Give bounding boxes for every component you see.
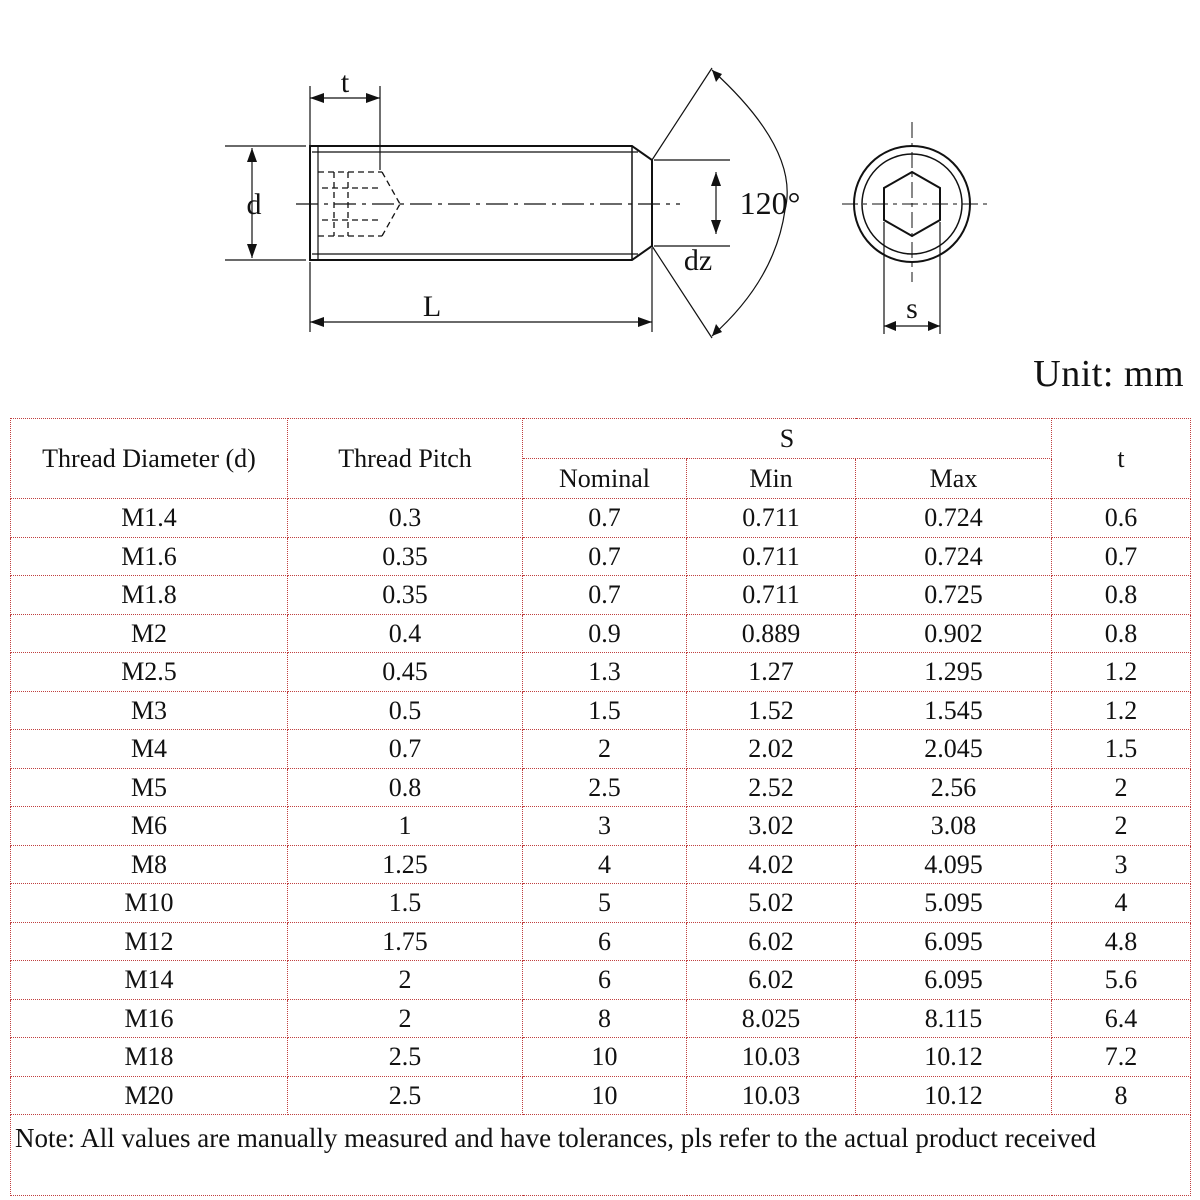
cell-s-min: 8.025 bbox=[687, 999, 856, 1038]
cell-thread-pitch: 2.5 bbox=[288, 1038, 523, 1077]
cell-thread-pitch: 1.25 bbox=[288, 845, 523, 884]
cell-thread-diameter: M3 bbox=[11, 691, 288, 730]
cell-s-nominal: 3 bbox=[523, 807, 687, 846]
cell-s-max: 0.725 bbox=[856, 576, 1052, 615]
cell-t: 4.8 bbox=[1052, 922, 1191, 961]
cell-s-nominal: 1.3 bbox=[523, 653, 687, 692]
cell-s-max: 3.08 bbox=[856, 807, 1052, 846]
cell-thread-diameter: M1.6 bbox=[11, 537, 288, 576]
screw-body-outline bbox=[310, 146, 652, 260]
header-s-group: S bbox=[523, 419, 1052, 459]
cell-s-max: 8.115 bbox=[856, 999, 1052, 1038]
cell-s-nominal: 0.7 bbox=[523, 499, 687, 538]
cell-thread-pitch: 0.45 bbox=[288, 653, 523, 692]
table-row bbox=[11, 691, 1191, 730]
cell-s-nominal: 5 bbox=[523, 884, 687, 923]
table-row bbox=[11, 537, 1191, 576]
cell-t: 0.8 bbox=[1052, 614, 1191, 653]
cell-t: 7.2 bbox=[1052, 1038, 1191, 1077]
table-row bbox=[11, 807, 1191, 846]
cell-thread-diameter: M6 bbox=[11, 807, 288, 846]
cell-s-min: 5.02 bbox=[687, 884, 856, 923]
cell-thread-diameter: M1.4 bbox=[11, 499, 288, 538]
cell-s-nominal: 6 bbox=[523, 922, 687, 961]
cell-s-max: 2.56 bbox=[856, 768, 1052, 807]
cell-t: 1.2 bbox=[1052, 691, 1191, 730]
cell-s-nominal: 0.9 bbox=[523, 614, 687, 653]
table-row bbox=[11, 653, 1191, 692]
header-thread-diameter: Thread Diameter (d) bbox=[11, 419, 288, 499]
cell-s-min: 1.27 bbox=[687, 653, 856, 692]
table-row bbox=[11, 961, 1191, 1000]
cell-thread-pitch: 1.5 bbox=[288, 884, 523, 923]
table-row bbox=[11, 614, 1191, 653]
cell-s-nominal: 2.5 bbox=[523, 768, 687, 807]
cell-thread-pitch: 2 bbox=[288, 999, 523, 1038]
cell-s-min: 0.711 bbox=[687, 537, 856, 576]
table-row bbox=[11, 1038, 1191, 1077]
cell-t: 6.4 bbox=[1052, 999, 1191, 1038]
cell-s-max: 0.724 bbox=[856, 537, 1052, 576]
cell-s-min: 0.711 bbox=[687, 499, 856, 538]
header-max: Max bbox=[856, 459, 1052, 499]
cell-t: 4 bbox=[1052, 884, 1191, 923]
cell-s-nominal: 6 bbox=[523, 961, 687, 1000]
cell-s-nominal: 0.7 bbox=[523, 537, 687, 576]
cell-s-min: 10.03 bbox=[687, 1038, 856, 1077]
cell-thread-pitch: 0.35 bbox=[288, 576, 523, 615]
cell-s-min: 6.02 bbox=[687, 922, 856, 961]
cell-t: 2 bbox=[1052, 768, 1191, 807]
cell-thread-diameter: M5 bbox=[11, 768, 288, 807]
label-dz: dz bbox=[683, 244, 713, 277]
table-row bbox=[11, 999, 1191, 1038]
header-thread-pitch: Thread Pitch bbox=[288, 419, 523, 499]
cell-thread-pitch: 0.7 bbox=[288, 730, 523, 769]
cell-s-nominal: 1.5 bbox=[523, 691, 687, 730]
cell-s-min: 3.02 bbox=[687, 807, 856, 846]
cell-thread-diameter: M18 bbox=[11, 1038, 288, 1077]
header-t: t bbox=[1052, 419, 1191, 499]
cell-s-max: 0.724 bbox=[856, 499, 1052, 538]
cell-t: 3 bbox=[1052, 845, 1191, 884]
label-angle: 120° bbox=[739, 185, 801, 221]
cell-thread-pitch: 1 bbox=[288, 807, 523, 846]
cell-thread-pitch: 0.8 bbox=[288, 768, 523, 807]
cell-t: 0.7 bbox=[1052, 537, 1191, 576]
dimensions-table bbox=[10, 418, 1191, 1196]
cell-s-max: 0.902 bbox=[856, 614, 1052, 653]
cell-s-min: 4.02 bbox=[687, 845, 856, 884]
cell-s-nominal: 2 bbox=[523, 730, 687, 769]
cell-s-max: 1.545 bbox=[856, 691, 1052, 730]
cell-thread-pitch: 2.5 bbox=[288, 1076, 523, 1115]
cell-t: 1.5 bbox=[1052, 730, 1191, 769]
table-row bbox=[11, 576, 1191, 615]
cell-s-min: 2.02 bbox=[687, 730, 856, 769]
cell-s-max: 2.045 bbox=[856, 730, 1052, 769]
label-d: d bbox=[246, 188, 262, 221]
cell-thread-diameter: M16 bbox=[11, 999, 288, 1038]
cell-s-min: 0.711 bbox=[687, 576, 856, 615]
cell-t: 2 bbox=[1052, 807, 1191, 846]
cell-s-nominal: 8 bbox=[523, 999, 687, 1038]
cell-s-min: 2.52 bbox=[687, 768, 856, 807]
label-t: t bbox=[340, 66, 350, 99]
cell-thread-diameter: M2 bbox=[11, 614, 288, 653]
table-row bbox=[11, 845, 1191, 884]
cell-thread-diameter: M4 bbox=[11, 730, 288, 769]
cell-s-max: 1.295 bbox=[856, 653, 1052, 692]
cell-thread-pitch: 1.75 bbox=[288, 922, 523, 961]
cell-s-min: 10.03 bbox=[687, 1076, 856, 1115]
cell-thread-diameter: M8 bbox=[11, 845, 288, 884]
cell-t: 1.2 bbox=[1052, 653, 1191, 692]
cell-s-nominal: 10 bbox=[523, 1076, 687, 1115]
unit-label: Unit: mm bbox=[1033, 353, 1184, 395]
cell-s-nominal: 4 bbox=[523, 845, 687, 884]
cell-s-max: 10.12 bbox=[856, 1076, 1052, 1115]
cell-s-max: 6.095 bbox=[856, 922, 1052, 961]
table-row bbox=[11, 922, 1191, 961]
cell-s-min: 0.889 bbox=[687, 614, 856, 653]
table-row bbox=[11, 499, 1191, 538]
cell-s-nominal: 0.7 bbox=[523, 576, 687, 615]
cell-thread-pitch: 2 bbox=[288, 961, 523, 1000]
cell-thread-diameter: M1.8 bbox=[11, 576, 288, 615]
label-s: s bbox=[906, 292, 918, 325]
cell-thread-diameter: M20 bbox=[11, 1076, 288, 1115]
cell-s-min: 6.02 bbox=[687, 961, 856, 1000]
cell-thread-diameter: M10 bbox=[11, 884, 288, 923]
cell-thread-pitch: 0.5 bbox=[288, 691, 523, 730]
cell-t: 8 bbox=[1052, 1076, 1191, 1115]
cell-thread-diameter: M2.5 bbox=[11, 653, 288, 692]
cell-s-max: 6.095 bbox=[856, 961, 1052, 1000]
cell-thread-pitch: 0.35 bbox=[288, 537, 523, 576]
cell-thread-pitch: 0.3 bbox=[288, 499, 523, 538]
table-row bbox=[11, 884, 1191, 923]
cell-t: 0.8 bbox=[1052, 576, 1191, 615]
cell-t: 0.6 bbox=[1052, 499, 1191, 538]
header-nominal: Nominal bbox=[523, 459, 687, 499]
cell-thread-diameter: M14 bbox=[11, 961, 288, 1000]
cell-s-min: 1.52 bbox=[687, 691, 856, 730]
header-min: Min bbox=[687, 459, 856, 499]
note-text: Note: All values are manually measured and have tolerances, pls refer to the actual product received bbox=[11, 1115, 1191, 1196]
table-row bbox=[11, 1076, 1191, 1115]
cell-thread-pitch: 0.4 bbox=[288, 614, 523, 653]
cell-s-nominal: 10 bbox=[523, 1038, 687, 1077]
set-screw-technical-drawing bbox=[0, 0, 1200, 360]
cell-s-max: 4.095 bbox=[856, 845, 1052, 884]
cell-s-max: 10.12 bbox=[856, 1038, 1052, 1077]
cell-s-max: 5.095 bbox=[856, 884, 1052, 923]
table-row bbox=[11, 768, 1191, 807]
table-row bbox=[11, 730, 1191, 769]
label-L: L bbox=[422, 290, 442, 323]
cell-t: 5.6 bbox=[1052, 961, 1191, 1000]
cell-thread-diameter: M12 bbox=[11, 922, 288, 961]
